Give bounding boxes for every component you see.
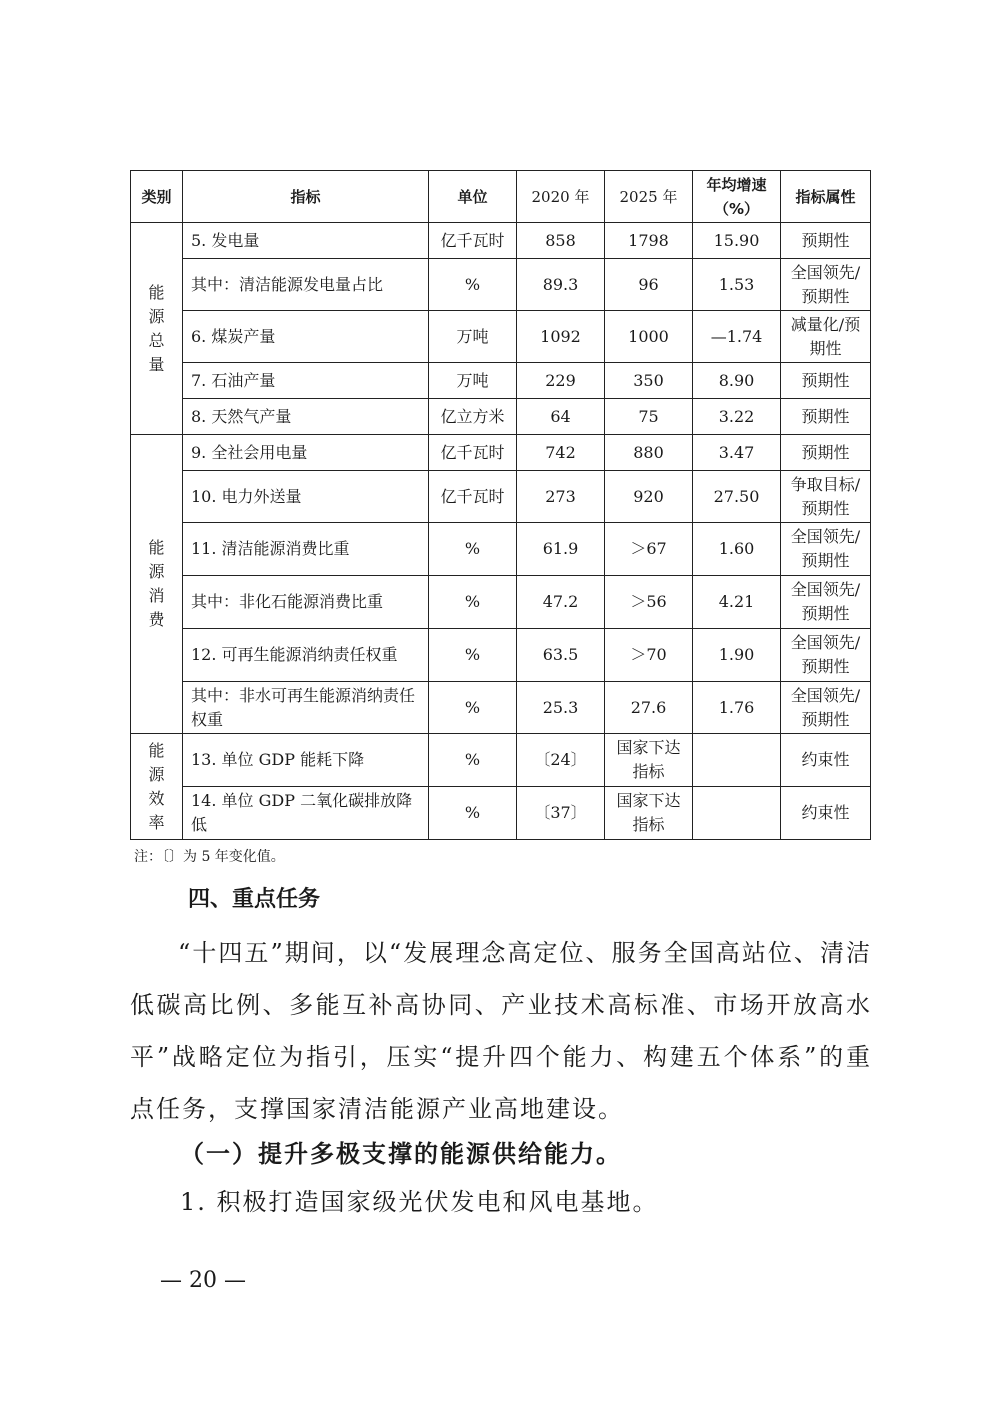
value-2025-cell: 27.6 xyxy=(605,682,693,734)
value-2025-cell: ＞56 xyxy=(605,576,693,629)
attribute-cell: 全国领先/预期性 xyxy=(781,576,871,629)
table-row xyxy=(131,523,871,576)
unit-cell: % xyxy=(429,682,517,734)
table-row xyxy=(131,363,871,399)
indicator-table xyxy=(130,170,871,840)
unit-cell: 亿千瓦时 xyxy=(429,223,517,259)
growth-cell: —1.74 xyxy=(693,311,781,363)
attribute-cell: 预期性 xyxy=(781,223,871,259)
indicator-cell: 5. 发电量 xyxy=(183,223,429,259)
table-row xyxy=(131,311,871,363)
value-2020-cell: 858 xyxy=(517,223,605,259)
unit-cell: % xyxy=(429,259,517,311)
table-row xyxy=(131,399,871,435)
attribute-cell: 全国领先/预期性 xyxy=(781,523,871,576)
value-2020-cell: 〔37〕 xyxy=(517,787,605,840)
value-2025-cell: 75 xyxy=(605,399,693,435)
table-row xyxy=(131,629,871,682)
unit-cell: % xyxy=(429,576,517,629)
table-note: 注：〔〕为 5 年变化值。 xyxy=(134,849,285,865)
unit-cell: 万吨 xyxy=(429,311,517,363)
value-2025-cell: ＞70 xyxy=(605,629,693,682)
body-paragraph: “十四五”期间，以“发展理念高定位、服务全国高站位、清洁低碳高比例、多能互补高协同、产业技术高标准、市场开放高水平”战略定位为指引，压实“提升四个能力、构建五个体系”的重点任务，支撑国家清洁能源产业高地建设。 xyxy=(130,939,872,1123)
growth-cell xyxy=(693,787,781,840)
value-2020-cell: 47.2 xyxy=(517,576,605,629)
indicator-cell: 9. 全社会用电量 xyxy=(183,435,429,471)
table-row xyxy=(131,734,871,787)
indicator-cell: 其中：非化石能源消费比重 xyxy=(183,576,429,629)
attribute-cell: 约束性 xyxy=(781,734,871,787)
table-header-row xyxy=(131,171,871,223)
growth-cell: 4.21 xyxy=(693,576,781,629)
category-cell: 能源消费 xyxy=(131,435,183,734)
attribute-cell: 预期性 xyxy=(781,363,871,399)
value-2025-cell: 1000 xyxy=(605,311,693,363)
indicator-cell: 其中：清洁能源发电量占比 xyxy=(183,259,429,311)
list-item: 1. 积极打造国家级光伏发电和风电基地。 xyxy=(180,1188,659,1216)
unit-cell: 亿千瓦时 xyxy=(429,435,517,471)
table-row xyxy=(131,259,871,311)
attribute-cell: 预期性 xyxy=(781,399,871,435)
attribute-cell: 全国领先/预期性 xyxy=(781,259,871,311)
header-attribute: 指标属性 xyxy=(781,171,871,223)
value-2020-cell: 229 xyxy=(517,363,605,399)
unit-cell: 亿千瓦时 xyxy=(429,471,517,523)
table-row xyxy=(131,435,871,471)
value-2025-cell: 920 xyxy=(605,471,693,523)
value-2020-cell: 64 xyxy=(517,399,605,435)
attribute-cell: 减量化/预期性 xyxy=(781,311,871,363)
value-2020-cell: 63.5 xyxy=(517,629,605,682)
attribute-cell: 全国领先/预期性 xyxy=(781,682,871,734)
growth-cell: 1.53 xyxy=(693,259,781,311)
value-2020-cell: 〔24〕 xyxy=(517,734,605,787)
table-row xyxy=(131,682,871,734)
value-2025-cell: ＞67 xyxy=(605,523,693,576)
unit-cell: 万吨 xyxy=(429,363,517,399)
growth-cell: 1.60 xyxy=(693,523,781,576)
attribute-cell: 争取目标/预期性 xyxy=(781,471,871,523)
header-indicator: 指标 xyxy=(183,171,429,223)
indicator-cell: 8. 天然气产量 xyxy=(183,399,429,435)
growth-cell: 3.47 xyxy=(693,435,781,471)
indicator-cell: 13. 单位 GDP 能耗下降 xyxy=(183,734,429,787)
growth-cell: 1.76 xyxy=(693,682,781,734)
value-2020-cell: 25.3 xyxy=(517,682,605,734)
indicator-cell: 11. 清洁能源消费比重 xyxy=(183,523,429,576)
value-2025-cell: 96 xyxy=(605,259,693,311)
growth-cell: 1.90 xyxy=(693,629,781,682)
value-2020-cell: 1092 xyxy=(517,311,605,363)
growth-cell: 8.90 xyxy=(693,363,781,399)
header-2025: 2025 年 xyxy=(605,171,693,223)
value-2020-cell: 89.3 xyxy=(517,259,605,311)
value-2020-cell: 742 xyxy=(517,435,605,471)
subheading: （一）提升多极支撑的能源供给能力。 xyxy=(180,1139,622,1168)
value-2025-cell: 国家下达指标 xyxy=(605,734,693,787)
indicator-cell: 10. 电力外送量 xyxy=(183,471,429,523)
header-growth: 年均增速（%） xyxy=(693,171,781,223)
value-2020-cell: 273 xyxy=(517,471,605,523)
value-2025-cell: 350 xyxy=(605,363,693,399)
value-2025-cell: 1798 xyxy=(605,223,693,259)
table-row xyxy=(131,471,871,523)
page-number: — 20 — xyxy=(160,1268,246,1293)
attribute-cell: 预期性 xyxy=(781,435,871,471)
unit-cell: % xyxy=(429,787,517,840)
unit-cell: % xyxy=(429,523,517,576)
growth-cell: 3.22 xyxy=(693,399,781,435)
indicator-cell: 6. 煤炭产量 xyxy=(183,311,429,363)
indicator-cell: 其中：非水可再生能源消纳责任权重 xyxy=(183,682,429,734)
header-category: 类别 xyxy=(131,171,183,223)
value-2025-cell: 880 xyxy=(605,435,693,471)
table-row xyxy=(131,223,871,259)
unit-cell: % xyxy=(429,734,517,787)
table-row xyxy=(131,787,871,840)
attribute-cell: 全国领先/预期性 xyxy=(781,629,871,682)
section-heading: 四、重点任务 xyxy=(188,887,321,912)
indicator-cell: 14. 单位 GDP 二氧化碳排放降低 xyxy=(183,787,429,840)
indicator-cell: 7. 石油产量 xyxy=(183,363,429,399)
header-2020: 2020 年 xyxy=(517,171,605,223)
table-row xyxy=(131,576,871,629)
value-2025-cell: 国家下达指标 xyxy=(605,787,693,840)
category-cell: 能源效率 xyxy=(131,734,183,840)
indicator-cell: 12. 可再生能源消纳责任权重 xyxy=(183,629,429,682)
attribute-cell: 约束性 xyxy=(781,787,871,840)
growth-cell xyxy=(693,734,781,787)
unit-cell: % xyxy=(429,629,517,682)
value-2020-cell: 61.9 xyxy=(517,523,605,576)
growth-cell: 15.90 xyxy=(693,223,781,259)
unit-cell: 亿立方米 xyxy=(429,399,517,435)
growth-cell: 27.50 xyxy=(693,471,781,523)
category-cell: 能源总量 xyxy=(131,223,183,435)
header-unit: 单位 xyxy=(429,171,517,223)
